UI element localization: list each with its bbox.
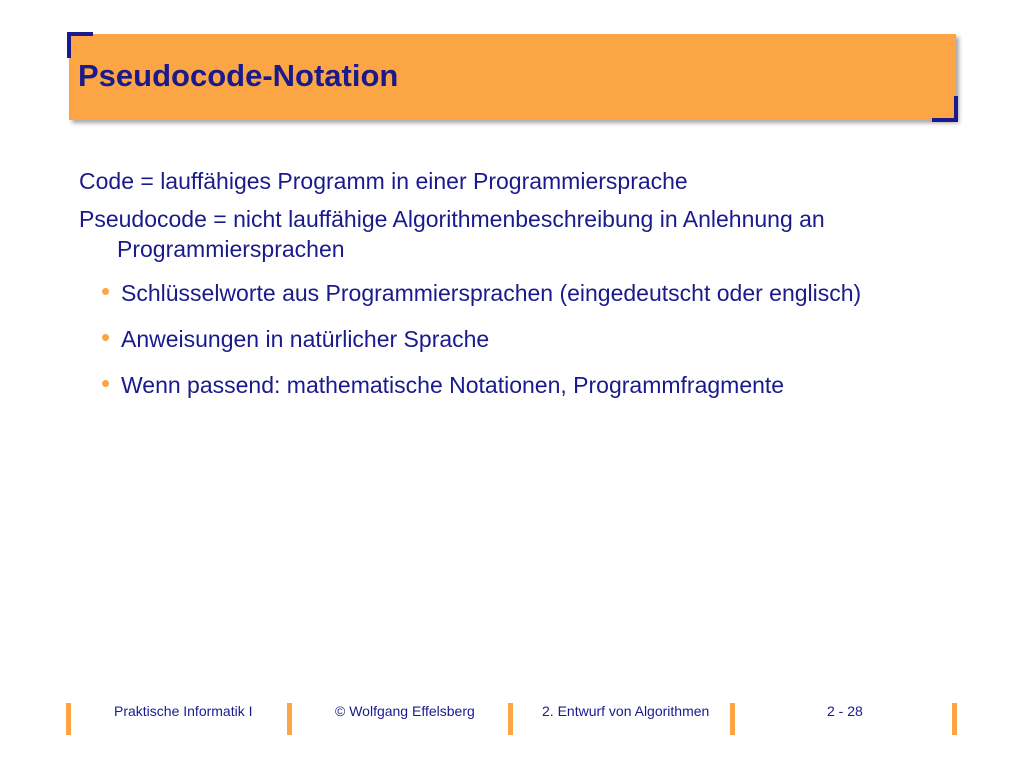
bullet-dot-icon: •: [101, 322, 111, 352]
corner-bracket-bottom-right: [932, 96, 958, 122]
bullet-item: [101, 370, 979, 400]
slide-footer: [0, 698, 1024, 738]
corner-bracket-top-left: [67, 32, 93, 58]
bullet-dot-icon: •: [101, 276, 111, 306]
footer-author: © Wolfgang Effelsberg: [335, 703, 475, 719]
footer-divider: [66, 703, 71, 735]
footer-divider: [508, 703, 513, 735]
bullet-text: Anweisungen in natürlicher Sprache: [121, 326, 490, 352]
footer-page-number: 2 - 28: [827, 703, 863, 719]
bullet-dot-icon: •: [101, 368, 111, 398]
footer-divider: [287, 703, 292, 735]
paragraph-pseudocode-definition: Pseudocode = nicht lauffähige Algorithmenbeschreibung in Anlehnung an Programmiersprachen: [79, 206, 825, 262]
bullet-text: Wenn passend: mathematische Notationen, Programmfragmente: [121, 372, 785, 398]
footer-course: Praktische Informatik I: [114, 703, 253, 719]
title-bar: [69, 34, 956, 120]
slide-content: [79, 166, 979, 416]
footer-divider: [730, 703, 735, 735]
bullet-list: [79, 278, 979, 400]
footer-chapter: 2. Entwurf von Algorithmen: [542, 703, 710, 719]
slide-title: Pseudocode-Notation: [78, 58, 399, 93]
paragraph-code-definition: Code = lauffähiges Programm in einer Programmiersprache: [79, 168, 688, 194]
bullet-item: [101, 324, 979, 354]
bullet-item: [101, 278, 979, 308]
footer-divider: [952, 703, 957, 735]
bullet-text: Schlüsselworte aus Programmiersprachen (eingedeutscht oder englisch): [121, 280, 862, 306]
